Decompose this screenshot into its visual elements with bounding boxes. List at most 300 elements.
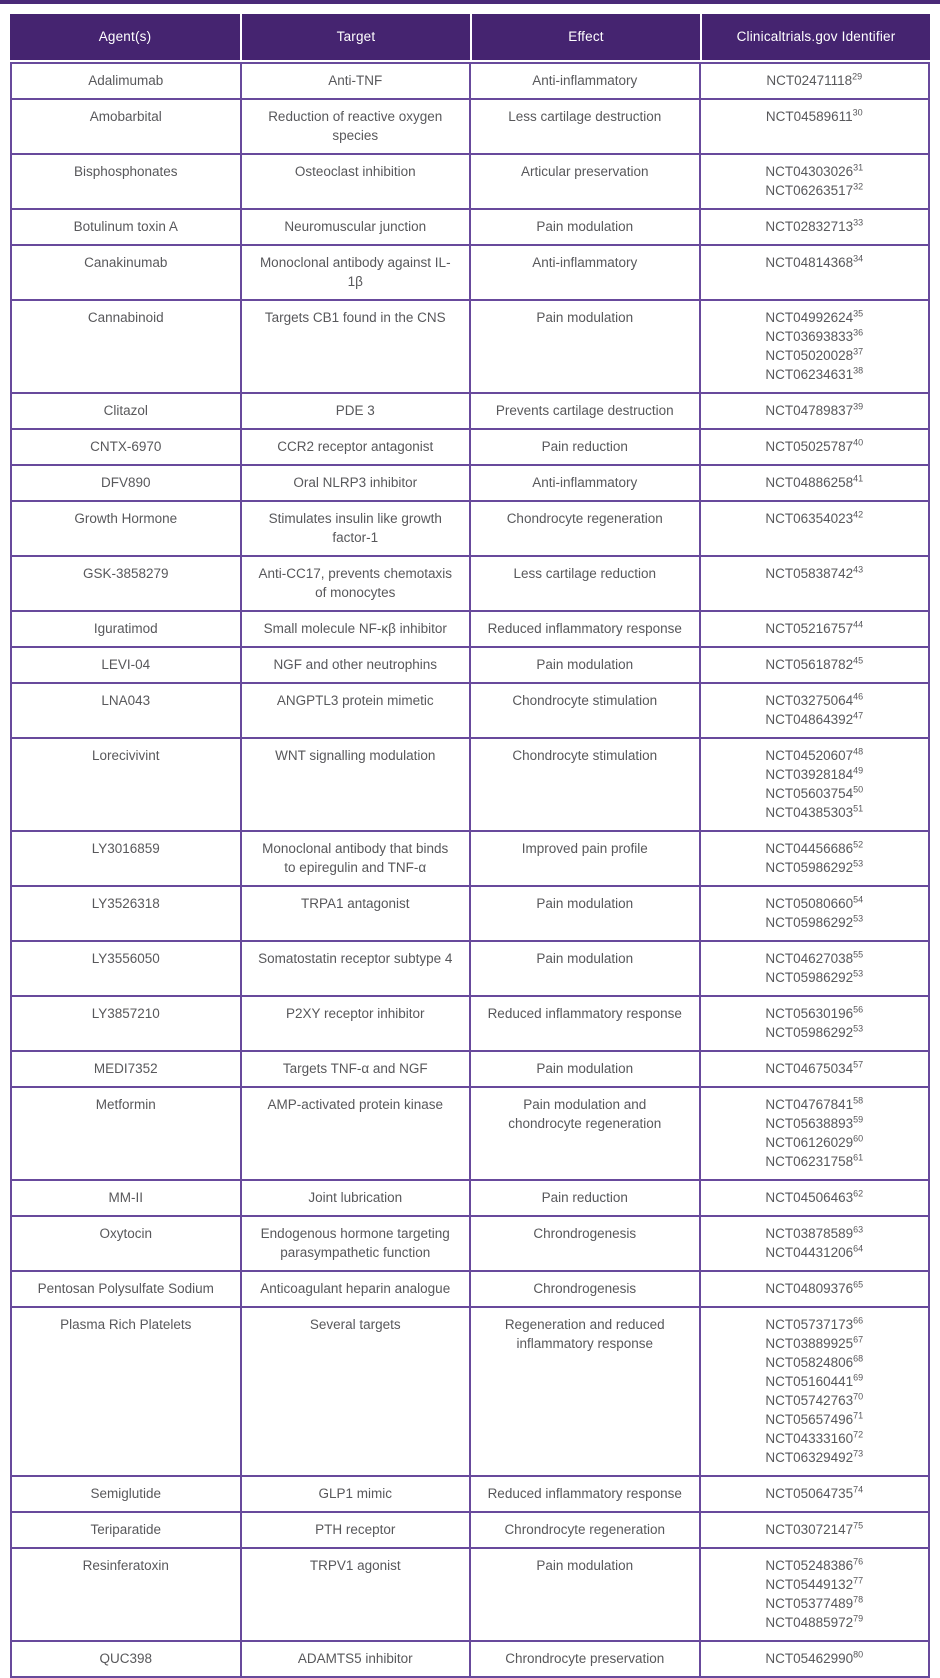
cell-target: PTH receptor [241, 1512, 471, 1548]
reference-superscript: 53 [853, 968, 864, 979]
cell-effect: Anti-inflammatory [470, 465, 700, 501]
reference-superscript: 64 [853, 1243, 864, 1254]
cell-identifiers [700, 465, 930, 501]
cell-agent: Lorecivivint [11, 738, 241, 831]
table-row [11, 941, 929, 996]
nct-identifier [715, 1023, 915, 1042]
cell-agent: Growth Hormone [11, 501, 241, 556]
nct-identifier [715, 1391, 915, 1410]
table-row [11, 556, 929, 611]
nct-identifier [715, 1520, 915, 1539]
cell-effect: Pain modulation [470, 209, 700, 245]
cell-agent: Teriparatide [11, 1512, 241, 1548]
table-row [11, 465, 929, 501]
cell-target: AMP-activated protein kinase [241, 1087, 471, 1180]
table-row [11, 1512, 929, 1548]
cell-effect: Less cartilage reduction [470, 556, 700, 611]
reference-superscript: 37 [853, 346, 864, 357]
cell-agent: Semiglutide [11, 1476, 241, 1512]
reference-superscript: 53 [853, 1023, 864, 1034]
reference-superscript: 42 [853, 509, 864, 520]
cell-effect: Improved pain profile [470, 831, 700, 886]
nct-identifier [715, 1448, 915, 1467]
nct-identifier [715, 1243, 915, 1262]
nct-identifier [715, 1315, 915, 1334]
reference-superscript: 31 [853, 162, 864, 173]
nct-id-text: NCT05986292 [765, 915, 854, 930]
nct-id-text: NCT05160441 [765, 1374, 854, 1389]
table-row [11, 831, 929, 886]
nct-id-text: NCT05216757 [765, 621, 854, 636]
nct-id-text: NCT04809376 [765, 1281, 854, 1296]
cell-agent: Botulinum toxin A [11, 209, 241, 245]
table-row [11, 209, 929, 245]
nct-identifier [715, 1613, 915, 1632]
cell-target: Small molecule NF-κβ inhibitor [241, 611, 471, 647]
table-row [11, 996, 929, 1051]
cell-effect: Pain modulation [470, 886, 700, 941]
nct-identifier [715, 1594, 915, 1613]
cell-identifiers [700, 738, 930, 831]
reference-superscript: 58 [853, 1095, 864, 1106]
nct-identifier [715, 803, 915, 822]
reference-superscript: 79 [853, 1613, 864, 1624]
nct-identifier [715, 365, 915, 384]
reference-superscript: 63 [853, 1224, 864, 1235]
reference-superscript: 40 [853, 437, 864, 448]
column-header-target: Target [240, 14, 470, 60]
nct-id-text: NCT05986292 [765, 970, 854, 985]
table-row [11, 1087, 929, 1180]
cell-effect: Reduced inflammatory response [470, 1476, 700, 1512]
cell-effect: Chondrocyte regeneration [470, 501, 700, 556]
nct-identifier [715, 1133, 915, 1152]
nct-identifier [715, 181, 915, 200]
nct-identifier [715, 1279, 915, 1298]
nct-id-text: NCT04992624 [765, 310, 854, 325]
nct-identifier [715, 1114, 915, 1133]
cell-identifiers [700, 1548, 930, 1641]
reference-superscript: 78 [853, 1594, 864, 1605]
nct-id-text: NCT05986292 [765, 1025, 854, 1040]
nct-identifier [715, 71, 915, 90]
table-row [11, 63, 929, 99]
cell-agent: DFV890 [11, 465, 241, 501]
cell-agent: LY3016859 [11, 831, 241, 886]
nct-identifier [715, 1059, 915, 1078]
nct-identifier [715, 894, 915, 913]
nct-identifier [715, 784, 915, 803]
nct-identifier [715, 619, 915, 638]
nct-id-text: NCT04589611 [765, 109, 853, 124]
nct-id-text: NCT05020028 [765, 348, 854, 363]
cell-target: Anti-CC17, prevents chemotaxis of monocytes [241, 556, 471, 611]
reference-superscript: 61 [853, 1152, 864, 1163]
nct-identifier [715, 509, 915, 528]
cell-agent: Oxytocin [11, 1216, 241, 1271]
cell-effect: Less cartilage destruction [470, 99, 700, 154]
reference-superscript: 53 [853, 913, 864, 924]
reference-superscript: 46 [853, 691, 864, 702]
table-row [11, 611, 929, 647]
nct-id-text: NCT05025787 [765, 439, 854, 454]
table-row [11, 300, 929, 393]
nct-identifier [715, 968, 915, 987]
reference-superscript: 55 [853, 949, 864, 960]
cell-target: Neuromuscular junction [241, 209, 471, 245]
cell-target: Anti-TNF [241, 63, 471, 99]
nct-identifier [715, 1224, 915, 1243]
cell-effect: Chrondrocyte regeneration [470, 1512, 700, 1548]
cell-target: TRPA1 antagonist [241, 886, 471, 941]
nct-id-text: NCT06231758 [765, 1154, 854, 1169]
cell-agent: Metformin [11, 1087, 241, 1180]
cell-identifiers [700, 683, 930, 738]
reference-superscript: 44 [853, 619, 864, 630]
reference-superscript: 73 [853, 1448, 864, 1459]
reference-superscript: 38 [853, 365, 864, 376]
cell-identifiers [700, 1476, 930, 1512]
nct-id-text: NCT04886258 [765, 475, 854, 490]
nct-id-text: NCT03072147 [765, 1522, 854, 1537]
table-row [11, 1548, 929, 1641]
cell-identifiers [700, 154, 930, 209]
table-row [11, 245, 929, 300]
nct-id-text: NCT04303026 [765, 164, 854, 179]
reference-superscript: 75 [853, 1520, 864, 1531]
cell-agent: Cannabinoid [11, 300, 241, 393]
table-row [11, 99, 929, 154]
cell-target: P2XY receptor inhibitor [241, 996, 471, 1051]
reference-superscript: 69 [853, 1372, 864, 1383]
nct-identifier [715, 1095, 915, 1114]
reference-superscript: 36 [853, 327, 864, 338]
top-divider-rule [0, 0, 940, 4]
nct-identifier [715, 710, 915, 729]
cell-agent: Iguratimod [11, 611, 241, 647]
cell-identifiers [700, 1087, 930, 1180]
cell-target: GLP1 mimic [241, 1476, 471, 1512]
cell-agent: Adalimumab [11, 63, 241, 99]
cell-effect: Prevents cartilage destruction [470, 393, 700, 429]
reference-superscript: 49 [853, 765, 864, 776]
reference-superscript: 80 [853, 1649, 864, 1660]
nct-identifier [715, 564, 915, 583]
nct-identifier [715, 107, 915, 126]
table-row [11, 501, 929, 556]
cell-identifiers [700, 99, 930, 154]
reference-superscript: 34 [853, 253, 864, 264]
reference-superscript: 51 [853, 803, 864, 814]
cell-identifiers [700, 1307, 930, 1476]
table-header-row [10, 14, 930, 60]
cell-agent: Resinferatoxin [11, 1548, 241, 1641]
nct-id-text: NCT06354023 [765, 511, 854, 526]
nct-id-text: NCT05618782 [765, 657, 854, 672]
nct-id-text: NCT06263517 [765, 183, 854, 198]
clinical-trials-table [10, 14, 930, 1678]
nct-id-text: NCT05248386 [765, 1558, 854, 1573]
nct-id-text: NCT05080660 [765, 896, 854, 911]
nct-id-text: NCT04885972 [765, 1615, 854, 1630]
cell-effect: Chrondrocyte preservation [470, 1641, 700, 1677]
nct-identifier [715, 437, 915, 456]
cell-identifiers [700, 429, 930, 465]
nct-identifier [715, 217, 915, 236]
reference-superscript: 59 [853, 1114, 864, 1125]
reference-superscript: 32 [853, 181, 864, 192]
cell-effect: Articular preservation [470, 154, 700, 209]
reference-superscript: 62 [853, 1188, 864, 1199]
nct-id-text: NCT05462990 [765, 1651, 854, 1666]
cell-agent: LNA043 [11, 683, 241, 738]
nct-identifier [715, 1334, 915, 1353]
cell-agent: LY3526318 [11, 886, 241, 941]
reference-superscript: 71 [853, 1410, 864, 1421]
nct-id-text: NCT03928184 [765, 767, 854, 782]
cell-identifiers [700, 501, 930, 556]
reference-superscript: 43 [853, 564, 864, 575]
reference-superscript: 56 [853, 1004, 864, 1015]
nct-id-text: NCT05742763 [765, 1393, 854, 1408]
cell-agent: GSK-3858279 [11, 556, 241, 611]
nct-identifier [715, 1484, 915, 1503]
nct-identifier [715, 1575, 915, 1594]
cell-effect: Anti-inflammatory [470, 245, 700, 300]
cell-identifiers [700, 1216, 930, 1271]
cell-target: Anticoagulant heparin analogue [241, 1271, 471, 1307]
cell-effect: Pain modulation [470, 1051, 700, 1087]
reference-superscript: 77 [853, 1575, 864, 1586]
nct-identifier [715, 691, 915, 710]
nct-id-text: NCT04814368 [765, 255, 854, 270]
nct-id-text: NCT04864392 [765, 712, 854, 727]
nct-id-text: NCT02471118 [766, 73, 853, 88]
cell-target: Osteoclast inhibition [241, 154, 471, 209]
cell-effect: Reduced inflammatory response [470, 611, 700, 647]
cell-agent: Amobarbital [11, 99, 241, 154]
reference-superscript: 72 [853, 1429, 864, 1440]
table-row [11, 393, 929, 429]
cell-identifiers [700, 1180, 930, 1216]
nct-identifier [715, 746, 915, 765]
nct-id-text: NCT05064735 [765, 1486, 854, 1501]
reference-superscript: 57 [853, 1059, 864, 1070]
cell-identifiers [700, 300, 930, 393]
column-header-effect: Effect [470, 14, 700, 60]
reference-superscript: 70 [853, 1391, 864, 1402]
table-row [11, 429, 929, 465]
cell-target: TRPV1 agonist [241, 1548, 471, 1641]
table-row [11, 1476, 929, 1512]
cell-target: Stimulates insulin like growth factor-1 [241, 501, 471, 556]
nct-id-text: NCT04675034 [765, 1061, 854, 1076]
cell-target: Endogenous hormone targeting parasympathetic function [241, 1216, 471, 1271]
cell-agent: CNTX-6970 [11, 429, 241, 465]
reference-superscript: 76 [853, 1556, 864, 1567]
nct-id-text: NCT05824806 [765, 1355, 854, 1370]
cell-effect: Chondrocyte stimulation [470, 738, 700, 831]
cell-agent: QUC398 [11, 1641, 241, 1677]
table-row [11, 154, 929, 209]
cell-effect: Pain modulation [470, 941, 700, 996]
cell-effect: Chrondrogenesis [470, 1271, 700, 1307]
reference-superscript: 68 [853, 1353, 864, 1364]
nct-identifier [715, 401, 915, 420]
nct-identifier [715, 1353, 915, 1372]
nct-identifier [715, 1152, 915, 1171]
cell-effect: Pain modulation [470, 300, 700, 393]
cell-target: CCR2 receptor antagonist [241, 429, 471, 465]
cell-target: Monoclonal antibody that binds to epiregulin and TNF-α [241, 831, 471, 886]
cell-agent: MEDI7352 [11, 1051, 241, 1087]
nct-id-text: NCT05377489 [765, 1596, 854, 1611]
nct-id-text: NCT04456686 [765, 841, 854, 856]
reference-superscript: 45 [853, 655, 864, 666]
reference-superscript: 35 [853, 308, 864, 319]
cell-effect: Pain reduction [470, 429, 700, 465]
nct-id-text: NCT04789837 [765, 403, 854, 418]
nct-identifier [715, 1188, 915, 1207]
cell-identifiers [700, 209, 930, 245]
nct-identifier [715, 346, 915, 365]
cell-effect: Pain modulation and chondrocyte regeneration [470, 1087, 700, 1180]
nct-identifier [715, 949, 915, 968]
nct-identifier [715, 913, 915, 932]
nct-identifier [715, 1004, 915, 1023]
reference-superscript: 52 [853, 839, 864, 850]
reference-superscript: 54 [853, 894, 864, 905]
reference-superscript: 39 [853, 401, 864, 412]
table-row [11, 1641, 929, 1677]
nct-id-text: NCT05603754 [765, 786, 854, 801]
reference-superscript: 30 [852, 107, 863, 118]
nct-identifier [715, 327, 915, 346]
nct-identifier [715, 858, 915, 877]
nct-identifier [715, 765, 915, 784]
reference-superscript: 48 [853, 746, 864, 757]
reference-superscript: 47 [853, 710, 864, 721]
nct-identifier [715, 1410, 915, 1429]
cell-agent: Clitazol [11, 393, 241, 429]
cell-identifiers [700, 63, 930, 99]
column-header-identifier: Clinicaltrials.gov Identifier [700, 14, 930, 60]
reference-superscript: 65 [853, 1279, 864, 1290]
cell-identifiers [700, 611, 930, 647]
table-row [11, 1307, 929, 1476]
cell-target: ANGPTL3 protein mimetic [241, 683, 471, 738]
cell-agent: LY3556050 [11, 941, 241, 996]
nct-id-text: NCT03889925 [765, 1336, 854, 1351]
nct-identifier [715, 1429, 915, 1448]
nct-id-text: NCT04767841 [765, 1097, 854, 1112]
nct-identifier [715, 1649, 915, 1668]
cell-effect: Pain modulation [470, 1548, 700, 1641]
nct-id-text: NCT04520607 [765, 748, 854, 763]
nct-id-text: NCT04627038 [765, 951, 854, 966]
nct-identifier [715, 1556, 915, 1575]
reference-superscript: 50 [853, 784, 864, 795]
cell-agent: LY3857210 [11, 996, 241, 1051]
reference-superscript: 53 [853, 858, 864, 869]
table-row [11, 886, 929, 941]
nct-id-text: NCT06126029 [765, 1135, 854, 1150]
nct-id-text: NCT05449132 [765, 1577, 854, 1592]
reference-superscript: 60 [853, 1133, 864, 1144]
nct-identifier [715, 1372, 915, 1391]
nct-identifier [715, 308, 915, 327]
nct-id-text: NCT05737173 [765, 1317, 854, 1332]
nct-id-text: NCT05630196 [765, 1006, 854, 1021]
nct-id-text: NCT04506463 [765, 1190, 854, 1205]
table-row [11, 683, 929, 738]
column-header-agents: Agent(s) [98, 29, 152, 44]
nct-id-text: NCT04385303 [765, 805, 854, 820]
cell-agent: Plasma Rich Platelets [11, 1307, 241, 1476]
cell-identifiers [700, 556, 930, 611]
reference-superscript: 29 [852, 71, 863, 82]
cell-agent: LEVI-04 [11, 647, 241, 683]
table-row [11, 1216, 929, 1271]
nct-identifier [715, 839, 915, 858]
table-body [10, 62, 930, 1678]
cell-identifiers [700, 831, 930, 886]
cell-effect: Pain reduction [470, 1180, 700, 1216]
nct-id-text: NCT05638893 [765, 1116, 854, 1131]
cell-target: Oral NLRP3 inhibitor [241, 465, 471, 501]
cell-target: Joint lubrication [241, 1180, 471, 1216]
cell-effect: Pain modulation [470, 647, 700, 683]
cell-target: ADAMTS5 inhibitor [241, 1641, 471, 1677]
cell-identifiers [700, 647, 930, 683]
cell-effect: Reduced inflammatory response [470, 996, 700, 1051]
nct-id-text: NCT06234631 [765, 367, 854, 382]
nct-id-text: NCT05986292 [765, 860, 854, 875]
cell-agent: Bisphosphonates [11, 154, 241, 209]
reference-superscript: 74 [853, 1484, 864, 1495]
cell-target: Monoclonal antibody against IL-1β [241, 245, 471, 300]
reference-superscript: 67 [853, 1334, 864, 1345]
nct-id-text: NCT03275064 [765, 693, 854, 708]
cell-identifiers [700, 1051, 930, 1087]
cell-identifiers [700, 1271, 930, 1307]
cell-identifiers [700, 245, 930, 300]
cell-identifiers [700, 886, 930, 941]
nct-id-text: NCT06329492 [765, 1450, 854, 1465]
cell-identifiers [700, 941, 930, 996]
nct-id-text: NCT04333160 [765, 1431, 854, 1446]
cell-target: Targets TNF-α and NGF [241, 1051, 471, 1087]
cell-target: Reduction of reactive oxygen species [241, 99, 471, 154]
cell-identifiers [700, 996, 930, 1051]
nct-id-text: NCT05657496 [765, 1412, 854, 1427]
cell-identifiers [700, 1641, 930, 1677]
table-row [11, 1271, 929, 1307]
nct-id-text: NCT05838742 [765, 566, 854, 581]
cell-target: Somatostatin receptor subtype 4 [241, 941, 471, 996]
table-row [11, 647, 929, 683]
cell-target: Targets CB1 found in the CNS [241, 300, 471, 393]
reference-superscript: 33 [853, 217, 864, 228]
cell-identifiers [700, 1512, 930, 1548]
table-row [11, 1051, 929, 1087]
table-row [11, 1180, 929, 1216]
table-row [11, 738, 929, 831]
cell-agent: Canakinumab [11, 245, 241, 300]
cell-target: Several targets [241, 1307, 471, 1476]
nct-id-text: NCT04431206 [765, 1245, 854, 1260]
cell-target: WNT signalling modulation [241, 738, 471, 831]
